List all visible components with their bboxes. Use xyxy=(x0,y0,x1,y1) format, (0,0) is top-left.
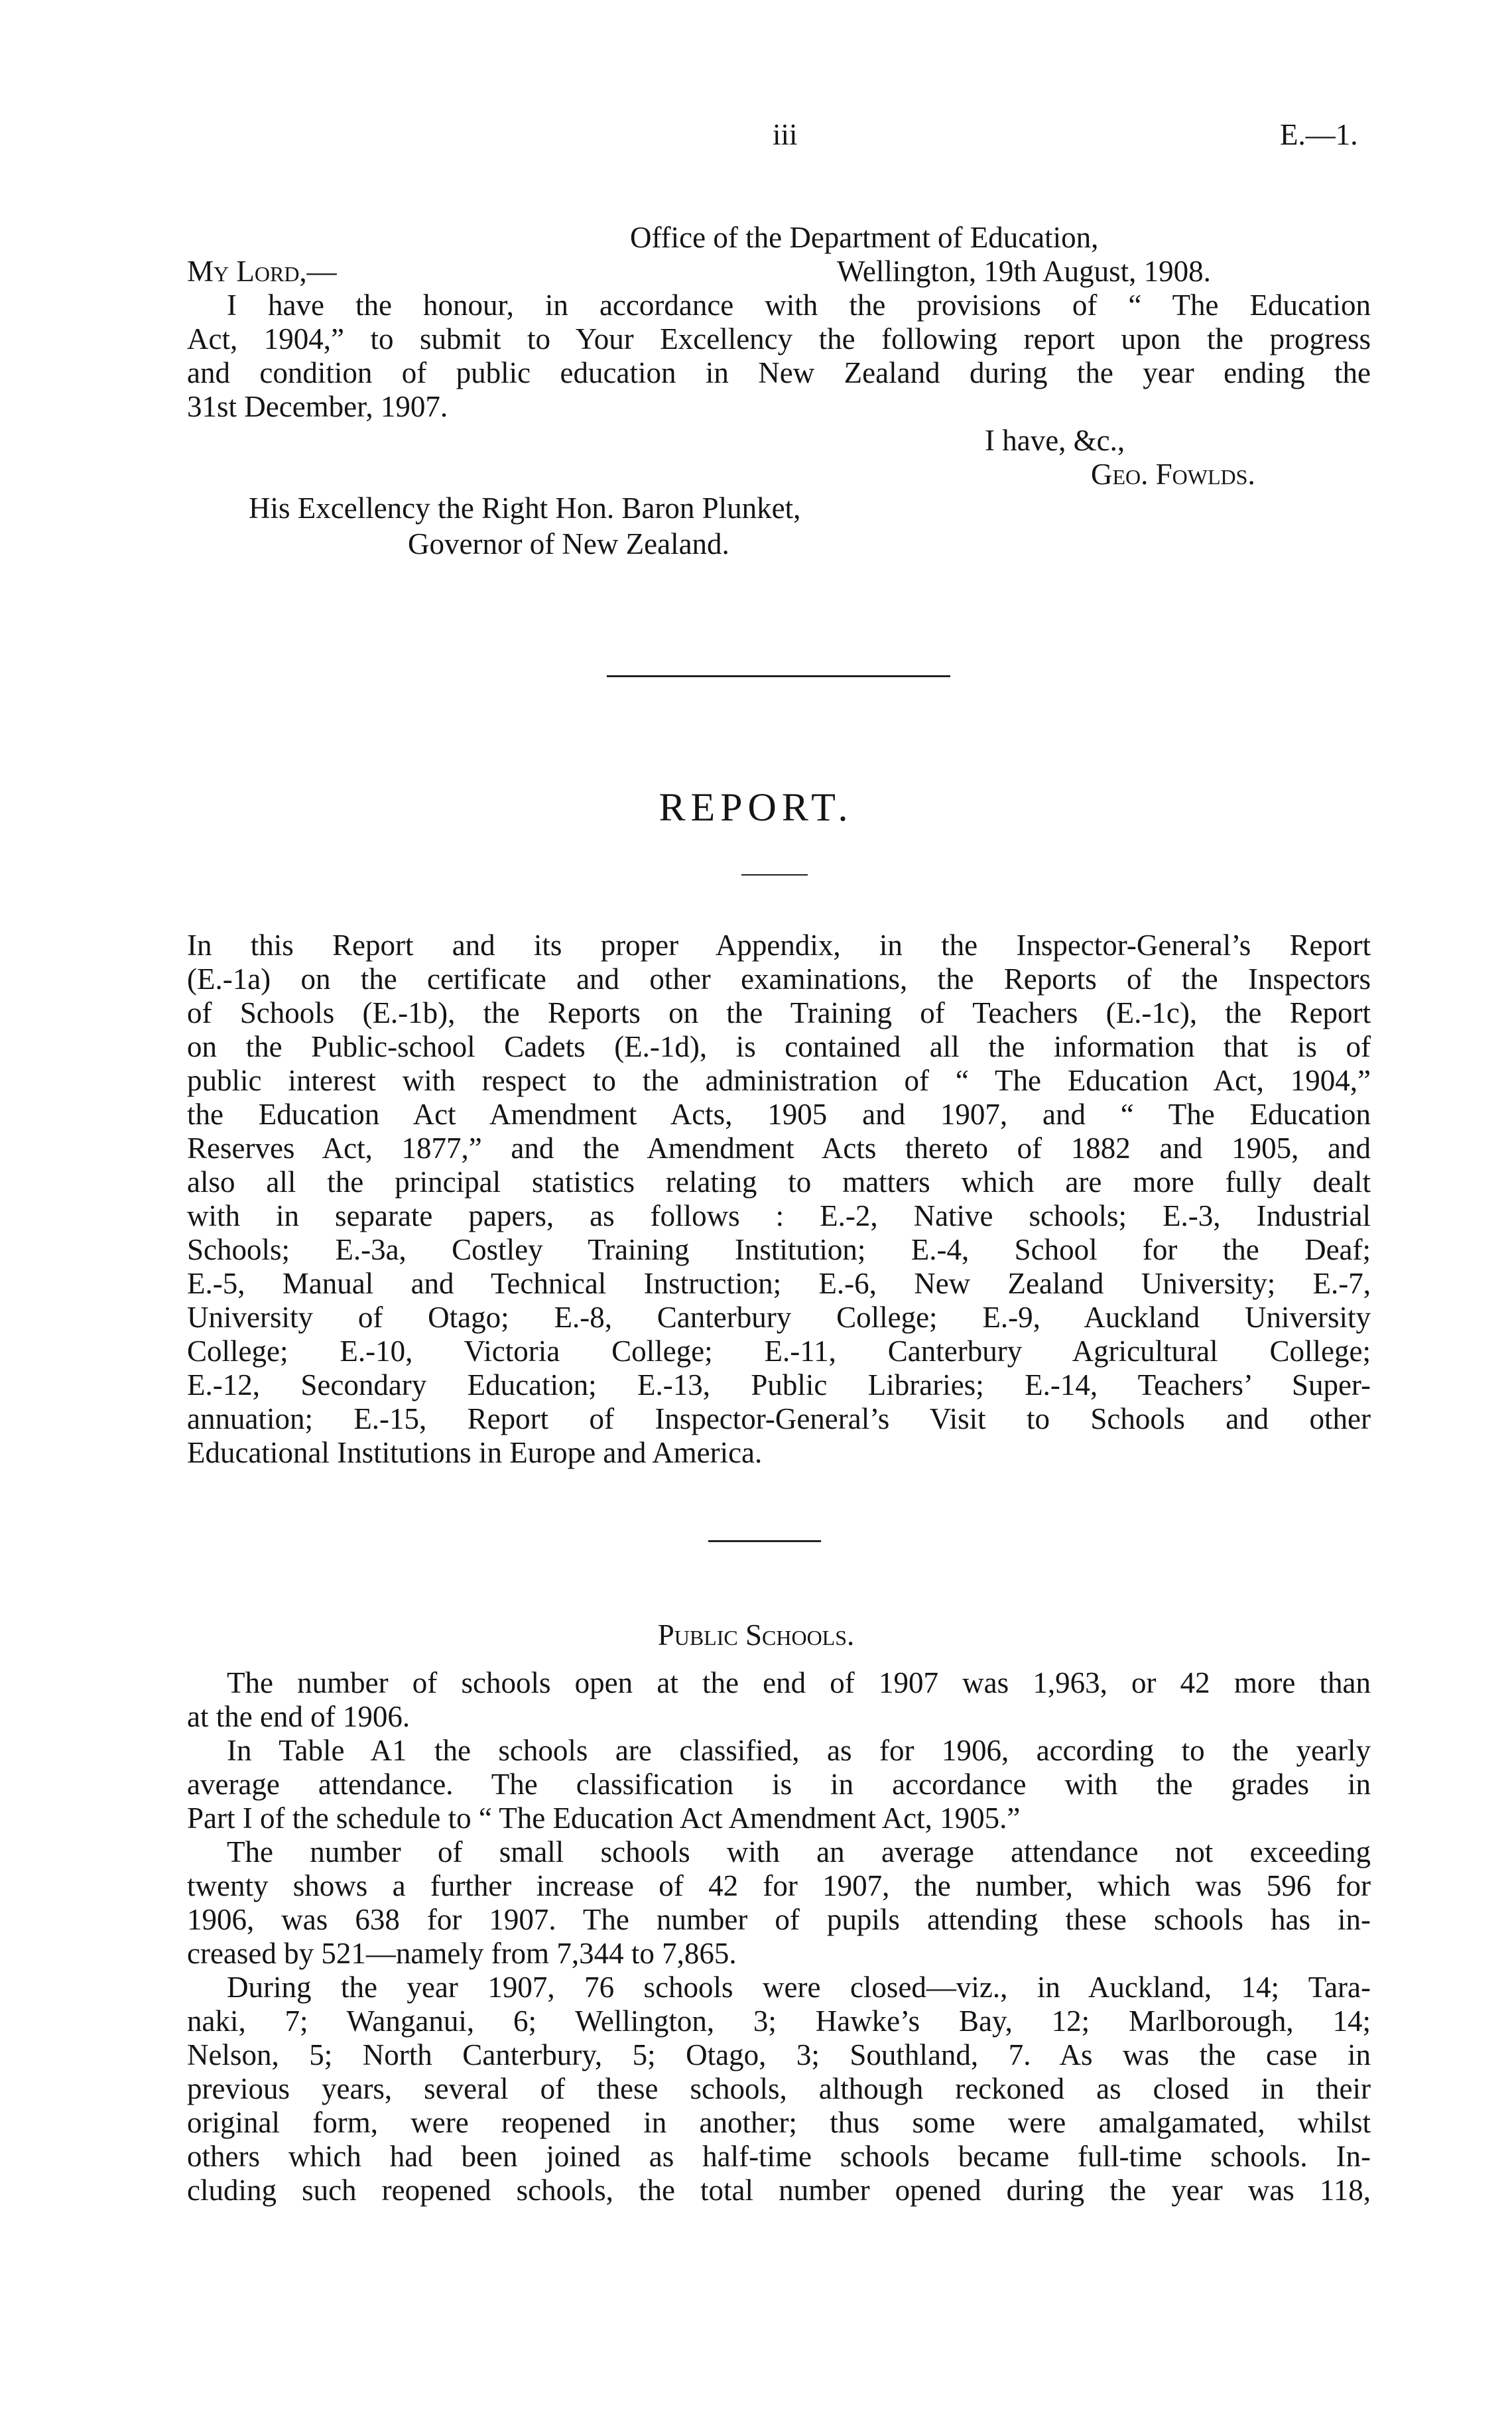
letter-body-line: Act, 1904,” to submit to Your Excellency the following report upon the progress xyxy=(187,322,1371,356)
paragraph-line: 1906, was 638 for 1907. The number of pupils attending these schools has in- xyxy=(187,1903,1371,1936)
report-intro xyxy=(187,929,1371,1470)
paragraph-line: Nelson, 5; North Canterbury, 5; Otago, 3; Southland, 7. As was the case in xyxy=(187,2038,1371,2071)
letter-body-line: I have the honour, in accordance with the provisions of “ The Education xyxy=(227,289,1371,322)
public-schools-body xyxy=(187,1666,1371,2207)
letter-body-line: and condition of public education in New Zealand during the year ending the xyxy=(187,356,1371,389)
paragraph-line: cluding such reopened schools, the total number opened during the year was 118, xyxy=(187,2174,1371,2207)
report-intro-line: the Education Act Amendment Acts, 1905 and 1907, and “ The Education xyxy=(187,1098,1371,1131)
report-intro-line: also all the principal statistics relating to matters which are more fully dealt xyxy=(187,1165,1371,1199)
paragraph-line: The number of schools open at the end of 1907 was 1,963, or 42 more than xyxy=(227,1666,1371,1699)
paragraph-line: creased by 521—namely from 7,344 to 7,865. xyxy=(187,1937,737,1970)
letter-signature: Geo. Fowlds. xyxy=(1091,458,1255,491)
separator-rule xyxy=(607,675,950,677)
report-intro-line: annuation; E.-15, Report of Inspector-General’s Visit to Schools and other xyxy=(187,1402,1371,1435)
page-number: iii xyxy=(773,118,798,151)
paragraph-line: others which had been joined as half-time schools became full-time schools. In- xyxy=(187,2140,1371,2173)
letter-salutation: My Lord,— xyxy=(187,255,337,288)
title-underline xyxy=(741,874,808,876)
paragraph-line: twenty shows a further increase of 42 for 1907, the number, which was 596 for xyxy=(187,1869,1371,1902)
report-intro-line: In this Report and its proper Appendix, in the Inspector-General’s Report xyxy=(187,929,1371,962)
section-heading: Public Schools. xyxy=(657,1618,855,1652)
separator-rule xyxy=(708,1540,821,1542)
report-intro-line: (E.-1a) on the certificate and other examinations, the Reports of the Inspectors xyxy=(187,962,1371,996)
paragraph-line: During the year 1907, 76 schools were closed—viz., in Auckland, 14; Tara- xyxy=(227,1971,1371,2004)
letter-addressee-line2: Governor of New Zealand. xyxy=(408,527,729,560)
letter-body xyxy=(187,289,1371,424)
report-intro-line: with in separate papers, as follows : E.-2, Native schools; E.-3, Industrial xyxy=(187,1199,1371,1232)
letter-addressee-line1: His Excellency the Right Hon. Baron Plunket, xyxy=(249,491,801,525)
paragraph-line: The number of small schools with an average attendance not exceeding xyxy=(227,1835,1371,1868)
letter-closing: I have, &c., xyxy=(985,424,1125,457)
paragraph-line: original form, were reopened in another; thus some were amalgamated, whilst xyxy=(187,2106,1371,2139)
paragraph-line: naki, 7; Wanganui, 6; Wellington, 3; Hawke’s Bay, 12; Marlborough, 14; xyxy=(187,2004,1371,2038)
paragraph-line: average attendance. The classification is in accordance with the grades in xyxy=(187,1768,1371,1801)
report-intro-line: public interest with respect to the administration of “ The Education Act, 1904,” xyxy=(187,1064,1371,1097)
report-intro-line: E.-5, Manual and Technical Instruction; E.-6, New Zealand University; E.-7, xyxy=(187,1267,1371,1300)
paragraph-line: at the end of 1906. xyxy=(187,1700,410,1733)
report-intro-line: E.-12, Secondary Education; E.-13, Public Libraries; E.-14, Teachers’ Super- xyxy=(187,1368,1371,1402)
report-intro-line: on the Public-school Cadets (E.-1d), is contained all the information that is of xyxy=(187,1030,1371,1063)
letter-body-line: 31st December, 1907. xyxy=(187,390,448,423)
report-intro-line: University of Otago; E.-8, Canterbury College; E.-9, Auckland University xyxy=(187,1301,1371,1334)
report-intro-line: Reserves Act, 1877,” and the Amendment Acts thereto of 1882 and 1905, and xyxy=(187,1132,1371,1165)
report-intro-line: of Schools (E.-1b), the Reports on the Training of Teachers (E.-1c), the Report xyxy=(187,996,1371,1029)
report-title: REPORT. xyxy=(659,785,853,829)
report-intro-line: Educational Institutions in Europe and America. xyxy=(187,1436,763,1469)
report-intro-line: Schools; E.-3a, Costley Training Institution; E.-4, School for the Deaf; xyxy=(187,1233,1371,1266)
paragraph-line: previous years, several of these schools, although reckoned as closed in their xyxy=(187,2072,1371,2105)
letter-office-line: Office of the Department of Education, xyxy=(630,221,1099,254)
paragraph-line: Part I of the schedule to “ The Education Act Amendment Act, 1905.” xyxy=(187,1801,1021,1835)
report-intro-line: College; E.-10, Victoria College; E.-11, Canterbury Agricultural College; xyxy=(187,1335,1371,1368)
letter-place-date: Wellington, 19th August, 1908. xyxy=(837,255,1211,288)
document-reference: E.—1. xyxy=(1280,118,1358,151)
paragraph-line: In Table A1 the schools are classified, as for 1906, according to the yearly xyxy=(227,1734,1371,1767)
